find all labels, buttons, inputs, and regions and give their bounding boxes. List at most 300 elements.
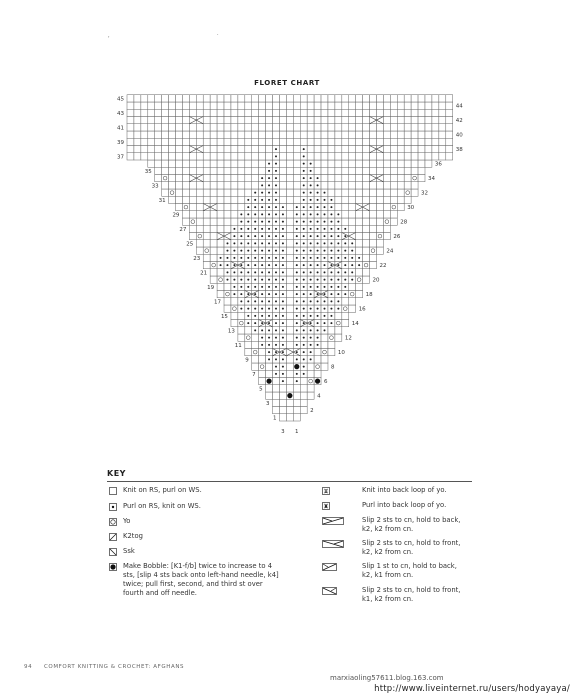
chart-cell (231, 109, 238, 116)
key-item-text: K2tog (123, 532, 143, 540)
chart-cell (328, 341, 335, 348)
purl-dot (337, 286, 339, 288)
purl-dot (310, 329, 312, 331)
purl-dot (310, 344, 312, 346)
purl-dot (282, 351, 284, 353)
chart-cell (342, 102, 349, 109)
purl-dot (324, 228, 326, 230)
purl-dot (261, 199, 263, 201)
chart-cell (390, 182, 397, 189)
purl-dot (303, 177, 305, 179)
chart-cell (224, 109, 231, 116)
purl-dot (247, 199, 249, 201)
chart-cell (217, 160, 224, 167)
chart-cell (363, 196, 370, 203)
chart-cell (189, 233, 196, 240)
chart-cell (259, 349, 266, 356)
purl-dot (261, 329, 263, 331)
purl-dot (275, 235, 277, 237)
chart-cell (238, 334, 245, 341)
chart-cell (383, 153, 390, 160)
purl-dot (324, 221, 326, 223)
chart-cell (245, 341, 252, 348)
chart-cell (252, 102, 259, 109)
chart-cell (279, 124, 286, 131)
chart-cell (335, 109, 342, 116)
chart-cell (356, 131, 363, 138)
chart-cell (342, 189, 349, 196)
chart-cell (397, 167, 404, 174)
chart-cell (210, 146, 217, 153)
row-number-right: 10 (337, 350, 345, 356)
chart-cell (363, 131, 370, 138)
purl-dot (226, 242, 228, 244)
chart-cell (182, 167, 189, 174)
key-divider (107, 481, 472, 482)
purl-dot (296, 329, 298, 331)
purl-dot (282, 315, 284, 317)
chart-cell (349, 102, 356, 109)
purl-dot (310, 279, 312, 281)
chart-cell (238, 124, 245, 131)
chart-cell (266, 102, 273, 109)
chart-cell (259, 356, 266, 363)
purl-dot (275, 264, 277, 266)
chart-cell (404, 189, 411, 196)
chart-cell (196, 189, 203, 196)
purl-dot (247, 250, 249, 252)
chart-cell (252, 95, 259, 102)
row-number-left: 29 (172, 212, 180, 219)
row-number-left: 35 (144, 168, 152, 175)
chart-cell (376, 211, 383, 218)
purl-dot (261, 315, 263, 317)
chart-cell (176, 138, 183, 145)
purl-dot (310, 206, 312, 208)
chart-cell (376, 138, 383, 145)
chart-cell (155, 109, 162, 116)
chart-cell (231, 182, 238, 189)
chart-cell (155, 95, 162, 102)
chart-cell (238, 95, 245, 102)
chart-cell (293, 407, 300, 414)
chart-cell (127, 153, 134, 160)
purl-dot (275, 250, 277, 252)
purl-dot (233, 286, 235, 288)
chart-cell (238, 196, 245, 203)
purl-dot (351, 264, 353, 266)
chart-cell (176, 167, 183, 174)
chart-cell (196, 225, 203, 232)
chart-cell (196, 95, 203, 102)
purl-dot (344, 250, 346, 252)
chart-cell (279, 399, 286, 406)
purl-dot (303, 286, 305, 288)
chart-cell (162, 109, 169, 116)
chart-cell (169, 146, 176, 153)
chart-cell (286, 102, 293, 109)
chart-cell (245, 175, 252, 182)
chart-cell (217, 233, 224, 240)
chart-cell (328, 153, 335, 160)
row-number-left: 45 (117, 96, 124, 103)
purl-dot (317, 242, 319, 244)
purl-dot (310, 221, 312, 223)
chart-cell (217, 196, 224, 203)
chart-cell (363, 211, 370, 218)
chart-cell (363, 218, 370, 225)
chart-cell (217, 153, 224, 160)
chart-cell (390, 204, 397, 211)
chart-cell (342, 124, 349, 131)
chart-cell (404, 131, 411, 138)
purl-dot (268, 250, 270, 252)
chart-cell (363, 124, 370, 131)
chart-cell (390, 153, 397, 160)
chart-cell (182, 175, 189, 182)
chart-cell (169, 131, 176, 138)
purl-dot (310, 250, 312, 252)
purl-dot (344, 293, 346, 295)
chart-cell (273, 124, 280, 131)
purl-dot (330, 199, 332, 201)
chart-cell (224, 160, 231, 167)
chart-cell (279, 167, 286, 174)
chart-cell (273, 407, 280, 414)
chart-cell (432, 138, 439, 145)
chart-cell (349, 124, 356, 131)
key-item-text: Slip 2 sts to cn, hold to front, k2, k2 from cn. (362, 539, 461, 556)
chart-cell (321, 117, 328, 124)
row-number-left: 39 (117, 139, 124, 146)
chart-cell (259, 378, 266, 385)
chart-cell (390, 175, 397, 182)
purl-dot (247, 213, 249, 215)
row-number-left: 15 (220, 313, 228, 320)
chart-cell (252, 138, 259, 145)
chart-cell (238, 138, 245, 145)
chart-cell (203, 247, 210, 254)
chart-cell (245, 160, 252, 167)
purl-dot (282, 235, 284, 237)
chart-cell (411, 153, 418, 160)
purl-dot (226, 257, 228, 259)
chart-cell (390, 102, 397, 109)
chart-cell (134, 117, 141, 124)
purl-dot (303, 337, 305, 339)
chart-cell (176, 146, 183, 153)
chart-cell (127, 95, 134, 102)
chart-cell (286, 276, 293, 283)
chart-cell (404, 146, 411, 153)
chart-cell (439, 153, 446, 160)
chart-cell (238, 102, 245, 109)
chart-cell (376, 160, 383, 167)
chart-cell (418, 109, 425, 116)
purl-dot (282, 250, 284, 252)
chart-cell (349, 131, 356, 138)
chart-cell (176, 160, 183, 167)
purl-dot (275, 358, 277, 360)
chart-cell (176, 102, 183, 109)
purl-dot (296, 358, 298, 360)
key-item-text: Slip 2 sts to cn, hold to back, k2, k2 from cn. (362, 516, 461, 533)
chart-cell (196, 153, 203, 160)
purl-dot (247, 315, 249, 317)
chart-cell (210, 240, 217, 247)
chart-cell (376, 225, 383, 232)
purl-dot (303, 257, 305, 259)
purl-dot (317, 308, 319, 310)
purl-dot (261, 293, 263, 295)
chart-cell (418, 146, 425, 153)
chart-cell (286, 327, 293, 334)
purl-dot (351, 242, 353, 244)
chart-cell (307, 370, 314, 377)
purl-dot (330, 279, 332, 281)
chart-cell (217, 167, 224, 174)
chart-cell (196, 102, 203, 109)
row-number-right: 40 (455, 132, 463, 139)
chart-cell (321, 138, 328, 145)
chart-cell (370, 124, 377, 131)
purl-dot (337, 257, 339, 259)
purl-dot (247, 242, 249, 244)
chart-cell (321, 124, 328, 131)
chart-cell (363, 109, 370, 116)
chart-cell (411, 138, 418, 145)
chart-cell (176, 124, 183, 131)
chart-cell (162, 146, 169, 153)
purl-dot (275, 155, 277, 157)
chart-cell (279, 385, 286, 392)
chart-cell (390, 160, 397, 167)
chart-cell (203, 240, 210, 247)
purl-dot (268, 163, 270, 165)
purl-dot (275, 300, 277, 302)
chart-cell (273, 117, 280, 124)
purl-dot (344, 235, 346, 237)
chart-cell (425, 109, 432, 116)
chart-cell (224, 233, 231, 240)
chart-cell (203, 175, 210, 182)
chart-cell (210, 153, 217, 160)
purl-dot (240, 242, 242, 244)
chart-cell (245, 102, 252, 109)
chart-cell (342, 95, 349, 102)
chart-cell (245, 349, 252, 356)
row-number-right: 28 (400, 219, 408, 226)
chart-cell (286, 211, 293, 218)
purl-dot (275, 170, 277, 172)
chart-cell (411, 189, 418, 196)
cross-2-front-icon (322, 587, 344, 598)
chart-cell (328, 182, 335, 189)
chart-cell (321, 363, 328, 370)
row-number-left: 23 (193, 255, 201, 262)
chart-cell (279, 160, 286, 167)
chart-cell (383, 146, 390, 153)
purl-dot (324, 329, 326, 331)
chart-cell (397, 160, 404, 167)
chart-cell (266, 109, 273, 116)
purl-dot (261, 286, 263, 288)
chart-cell (169, 117, 176, 124)
purl-dot (303, 184, 305, 186)
chart-cell (293, 95, 300, 102)
purl-dot (282, 308, 284, 310)
purl-dot (303, 242, 305, 244)
purl-dot (240, 250, 242, 252)
chart-cell (176, 117, 183, 124)
chart-cell (155, 175, 162, 182)
purl-dot (310, 242, 312, 244)
chart-cell (376, 247, 383, 254)
chart-cell (342, 204, 349, 211)
chart-cell (148, 146, 155, 153)
chart-cell (273, 399, 280, 406)
purl-dot (275, 373, 277, 375)
chart-cell (363, 117, 370, 124)
chart-cell (286, 356, 293, 363)
chart-cell (252, 124, 259, 131)
chart-cell (286, 262, 293, 269)
row-number-right: 26 (393, 234, 401, 240)
chart-cell (307, 95, 314, 102)
chart-cell (307, 385, 314, 392)
chart-cell (189, 102, 196, 109)
chart-cell (127, 117, 134, 124)
chart-cell (231, 117, 238, 124)
chart-cell (432, 95, 439, 102)
chart-cell (349, 283, 356, 290)
chart-cell (127, 138, 134, 145)
purl-dot (310, 177, 312, 179)
chart-cell (141, 153, 148, 160)
purl-dot (268, 221, 270, 223)
chart-cell (390, 189, 397, 196)
purl-dot (275, 206, 277, 208)
chart-cell (127, 102, 134, 109)
chart-cell (328, 189, 335, 196)
purl-dot (247, 206, 249, 208)
chart-cell (266, 124, 273, 131)
chart-cell (148, 95, 155, 102)
purl-dot (351, 257, 353, 259)
chart-cell (238, 153, 245, 160)
chart-cell (210, 247, 217, 254)
chart-cell (286, 131, 293, 138)
chart-cell (335, 204, 342, 211)
chart-cell (370, 182, 377, 189)
chart-cell (342, 153, 349, 160)
purl-dot (317, 322, 319, 324)
chart-cell (356, 153, 363, 160)
chart-cell (356, 233, 363, 240)
purl-dot (296, 293, 298, 295)
chart-cell (397, 196, 404, 203)
chart-cell (370, 262, 377, 269)
chart-cell (439, 138, 446, 145)
chart-cell (182, 211, 189, 218)
chart-cell (370, 117, 377, 124)
chart-cell (390, 131, 397, 138)
purl-dot (317, 235, 319, 237)
chart-cell (342, 305, 349, 312)
chart-cell (279, 117, 286, 124)
purl-dot (268, 184, 270, 186)
chart-cell (356, 276, 363, 283)
purl-dot (268, 206, 270, 208)
chart-cell (314, 349, 321, 356)
purl-dot (233, 293, 235, 295)
chart-cell (376, 117, 383, 124)
chart-cell (155, 131, 162, 138)
chart-cell (356, 102, 363, 109)
chart-cell (259, 131, 266, 138)
chart-cell (266, 117, 273, 124)
purl-dot (330, 322, 332, 324)
purl-dot (303, 235, 305, 237)
chart-cell (196, 204, 203, 211)
chart-cell (134, 95, 141, 102)
chart-cell (356, 196, 363, 203)
chart-cell (224, 138, 231, 145)
row-number-right: 36 (434, 161, 442, 168)
purl-dot (330, 300, 332, 302)
chart-cell (189, 211, 196, 218)
chart-cell (176, 131, 183, 138)
row-number-right: 12 (344, 335, 352, 342)
chart-cell (286, 407, 293, 414)
chart-cell (134, 146, 141, 153)
purl-dot (330, 308, 332, 310)
chart-cell (328, 167, 335, 174)
chart-cell (169, 109, 176, 116)
chart-cell (321, 349, 328, 356)
chart-cell (224, 196, 231, 203)
chart-cell (286, 247, 293, 254)
purl-dot (233, 257, 235, 259)
chart-cell (231, 131, 238, 138)
chart-cell (383, 218, 390, 225)
purl-dot (303, 271, 305, 273)
purl-dot (337, 235, 339, 237)
chart-cell (286, 399, 293, 406)
purl-dot (261, 257, 263, 259)
purl-dot (337, 293, 339, 295)
purl-dot (310, 192, 312, 194)
chart-cell (210, 117, 217, 124)
chart-cell (404, 182, 411, 189)
chart-cell (411, 131, 418, 138)
purl-dot (296, 337, 298, 339)
chart-cell (286, 240, 293, 247)
purl-dot (275, 366, 277, 368)
chart-cell (439, 102, 446, 109)
purl-dot (226, 271, 228, 273)
purl-dot (275, 308, 277, 310)
purl-dot (296, 264, 298, 266)
chart-cell (231, 102, 238, 109)
purl-dot (310, 264, 312, 266)
cross-1-back-icon (322, 563, 344, 574)
chart-cell (252, 182, 259, 189)
chart-cell (224, 153, 231, 160)
chart-cell (196, 240, 203, 247)
chart-cell (335, 146, 342, 153)
chart-cell (300, 102, 307, 109)
